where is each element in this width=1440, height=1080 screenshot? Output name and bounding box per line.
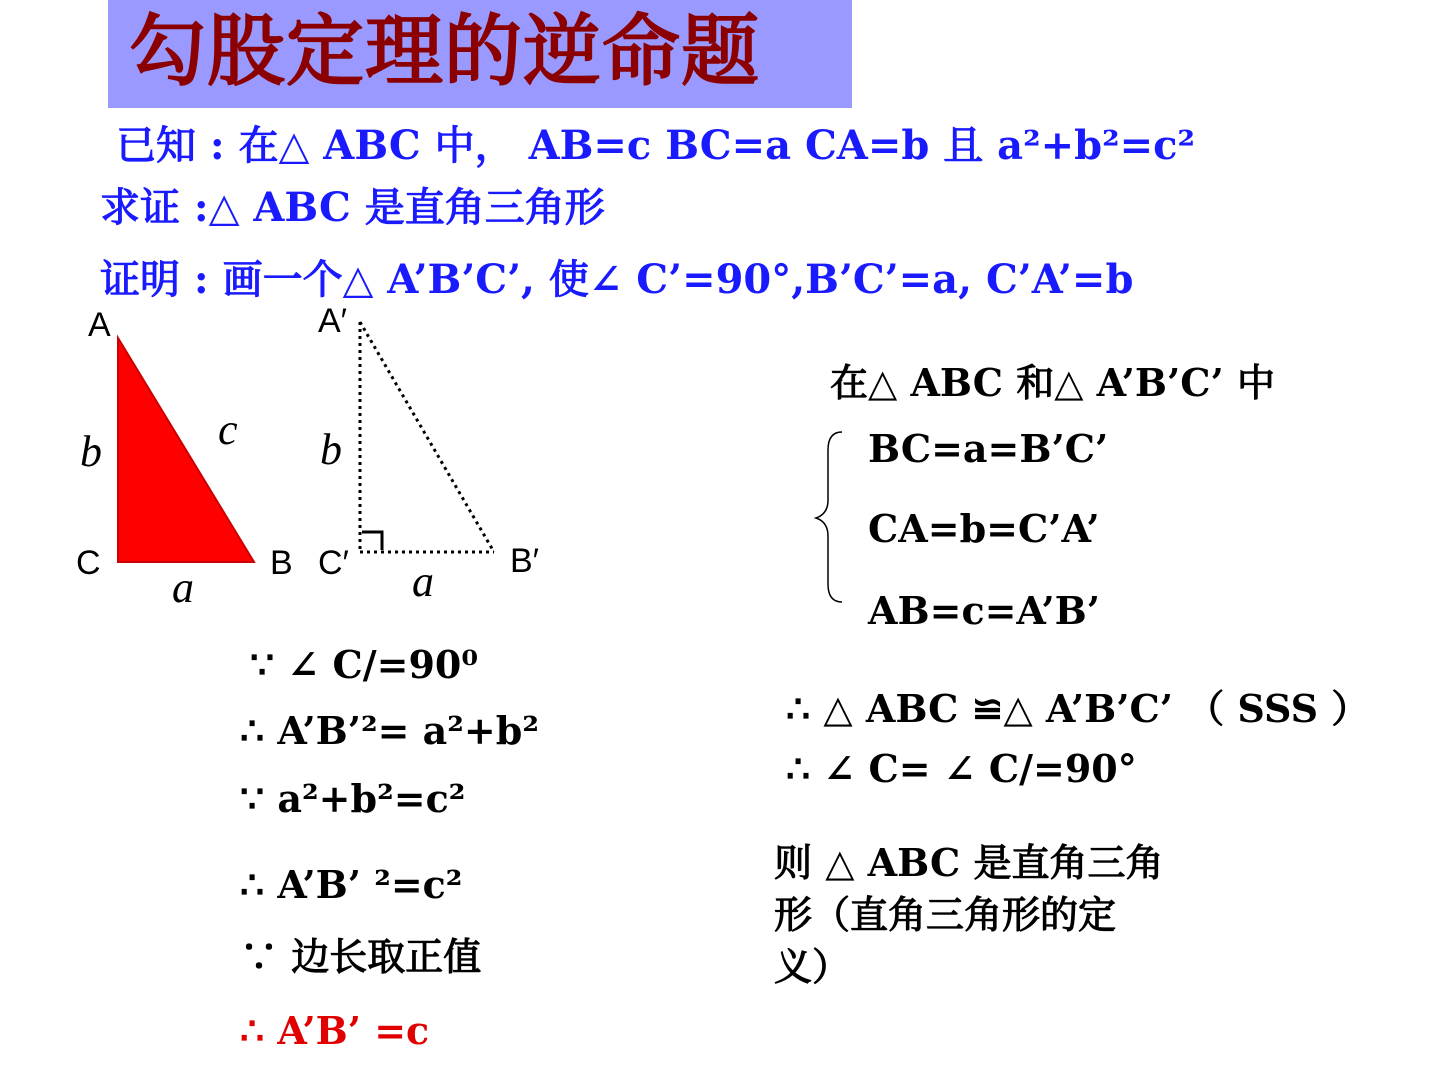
step-angle-equal: ∴ ∠ C= ∠ C/=90° xyxy=(786,746,1137,791)
left-brace xyxy=(816,432,842,602)
side-a-label: a xyxy=(172,563,194,612)
side-a-prime-label: a xyxy=(412,557,434,606)
prove-statement: 求证 :△ ABC 是直角三角形 xyxy=(100,184,605,231)
condition-ca: CA=b=C’A’ xyxy=(868,506,1100,551)
vertex-c-label: C xyxy=(76,544,101,582)
right-angle-mark xyxy=(362,532,382,550)
triangle-a-prime-b-prime-c-prime xyxy=(360,322,494,552)
page-title: 勾股定理的逆命题 xyxy=(128,7,761,97)
step-given: ∵ a²+b²=c² xyxy=(240,776,466,821)
step-positive-length: ∵ 边长取正值 xyxy=(240,934,482,979)
step-angle-c-prime: ∵ ∠ C/=90⁰ xyxy=(250,642,478,687)
conclusion-line-3: 义） xyxy=(774,944,851,989)
step-equal-squares: ∴ A’B’ ²=c² xyxy=(240,862,463,907)
condition-bc: BC=a=B’C’ xyxy=(868,426,1109,471)
side-c-label: c xyxy=(218,405,238,454)
right-header: 在△ ABC 和△ A’B’C’ 中 xyxy=(830,360,1275,405)
vertex-b-prime-label: B′ xyxy=(510,542,540,580)
condition-ab: AB=c=A’B’ xyxy=(868,588,1100,633)
vertex-c-prime-label: C′ xyxy=(318,544,349,582)
side-b-prime-label: b xyxy=(320,425,342,474)
step-congruent: ∴ △ ABC ≌△ A’B’C’ （ SSS ） xyxy=(786,686,1370,731)
side-b-label: b xyxy=(80,427,102,476)
vertex-b-label: B xyxy=(270,544,293,582)
conclusion-line-1: 则 △ ABC 是直角三角 xyxy=(774,840,1164,885)
conclusion-line-2: 形（直角三角形的定 xyxy=(774,892,1117,937)
known-statement: 已知 : 在△ ABC 中， AB=c BC=a CA=b 且 a²+b²=c² xyxy=(116,122,1196,169)
vertex-a-label: A xyxy=(88,306,111,344)
step-conclusion-side: ∴ A’B’ =c xyxy=(240,1008,430,1053)
proof-start: 证明 : 画一个△ A’B’C’, 使∠ C’=90°,B’C’=a, C’A’=b xyxy=(100,256,1134,303)
vertex-a-prime-label: A′ xyxy=(318,302,348,340)
step-pythagoras: ∴ A’B’²= a²+b² xyxy=(240,708,539,753)
